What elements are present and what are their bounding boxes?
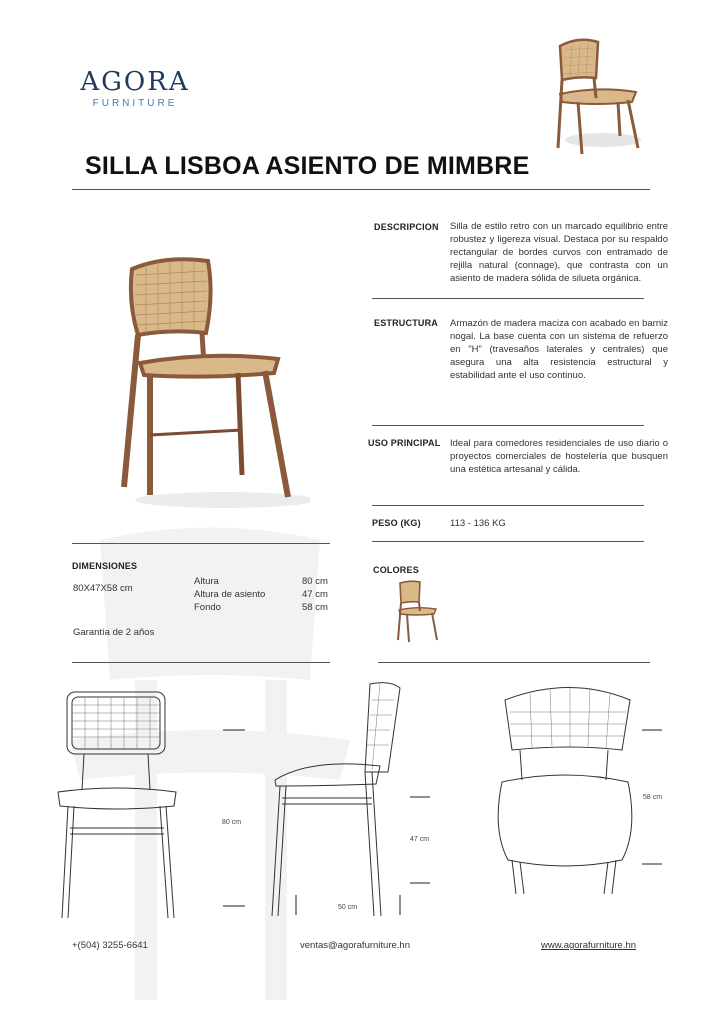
chair-photo-main [110,255,310,515]
side-view-drawing [272,683,400,916]
dim-name: Altura de asiento [194,589,266,600]
color-swatch-walnut [392,580,442,645]
uso-principal-label: USO PRINCIPAL [368,438,441,448]
dim-row [194,601,328,614]
brand-subtitle: FURNITURE [92,98,178,109]
front-view-drawing [58,692,176,918]
dim-row [194,588,328,601]
depth-dimension-label: 58 cm [643,794,663,801]
dim-value: 58 cm [302,602,328,613]
footer-phone[interactable]: +(504) 3255-6641 [72,940,148,951]
dimension-ticks [223,730,662,915]
width-dimension-label: 50 cm [338,904,358,911]
dim-name: Altura [194,576,219,587]
height-dimension-label: 80 cm [222,819,242,826]
dimensiones-table [194,575,328,614]
brand-logo [80,68,190,109]
page-title: SILLA LISBOA ASIENTO DE MIMBRE [85,152,530,180]
peso-label: PESO (KG) [372,518,421,528]
colores-label: COLORES [373,565,419,575]
garantia-text: Garantía de 2 años [73,627,155,638]
dim-value: 47 cm [302,589,328,600]
descripcion-text: Silla de estilo retro con un marcado equilibrio entre robustez y ligereza visual. Destaca por su respaldo rectangular de bordes curvos con entramado de rejilla natural (connage), que contrasta con un asiento de madera sólida de silueta orgánica. [450,221,668,284]
divider [372,541,644,542]
divider [372,425,644,426]
dimensiones-summary: 80X47X58 cm [73,583,133,594]
divider [378,662,650,663]
back-view-drawing [498,686,632,894]
chair-photo-top [548,36,648,161]
technical-drawings [50,680,670,920]
dim-value: 80 cm [302,576,328,587]
peso-value: 113 - 136 KG [450,518,506,529]
dim-name: Fondo [194,602,221,613]
descripcion-label: DESCRIPCION [374,222,439,232]
footer-website-link[interactable]: www.agorafurniture.hn [541,940,637,951]
footer-email[interactable]: ventas@agorafurniture.hn [300,940,410,951]
divider [72,543,330,544]
title-divider [72,189,650,190]
uso-principal-text: Ideal para comedores residenciales de uso diario o proyectos comerciales de hostelería que busquen una estética artesanal y cálida. [450,438,668,475]
divider [72,662,330,663]
estructura-text: Armazón de madera maciza con acabado en barniz nogal. La base cuenta con un sistema de refuerzo en "H" (travesaños laterales y centrales) que asegura una alta resistencia estructural y estabilidad ante el uso continuo. [450,318,668,381]
seat-height-dimension-label: 47 cm [410,836,430,843]
divider [372,298,644,299]
brand-name: AGORA [80,67,190,97]
estructura-label: ESTRUCTURA [374,318,438,328]
divider [372,505,644,506]
dim-row [194,575,328,588]
dimensiones-label: DIMENSIONES [72,561,138,571]
